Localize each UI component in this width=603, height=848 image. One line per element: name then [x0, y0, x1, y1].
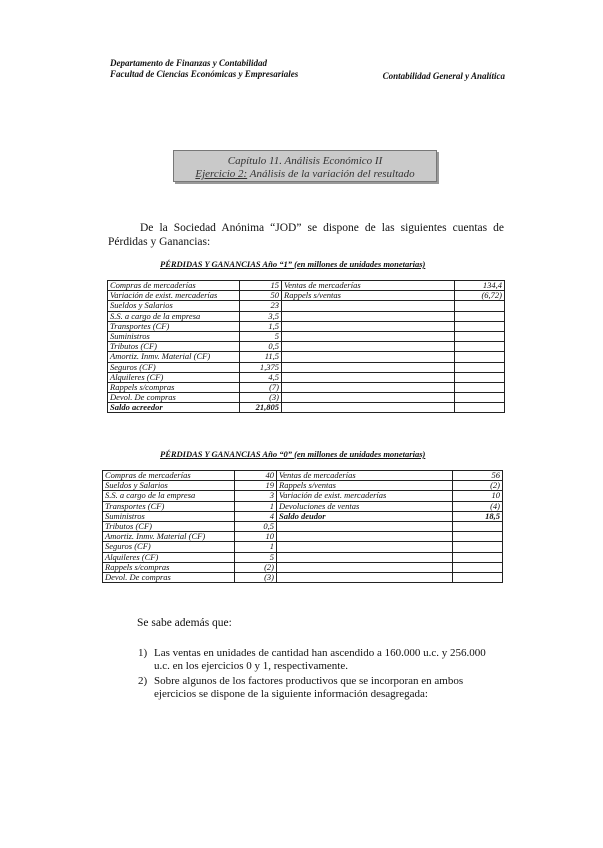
- intro-paragraph: De la Sociedad Anónima “JOD” se dispone de las siguientes cuentas de Pérdidas y Ganancias:: [108, 222, 504, 248]
- table-row: [108, 403, 505, 413]
- conditions-list: [138, 647, 504, 703]
- debit-account: Rappels s/compras: [103, 562, 235, 572]
- debit-amount: 5: [235, 552, 277, 562]
- debit-account: Sueldos y Salarios: [103, 481, 235, 491]
- credit-amount: [455, 372, 505, 382]
- credit-amount: 134,4: [455, 281, 505, 291]
- debit-account: Transportes (CF): [103, 501, 235, 511]
- table-row: [108, 281, 505, 291]
- debit-amount: 5: [240, 331, 282, 341]
- debit-amount: 1: [235, 542, 277, 552]
- debit-account: Variación de exist. mercaderías: [108, 291, 240, 301]
- credit-amount: [453, 572, 503, 582]
- credit-account: [277, 521, 453, 531]
- table-row: [103, 491, 503, 501]
- table-row: [103, 542, 503, 552]
- table2-profit-loss-year0: [102, 470, 503, 583]
- table-row: [108, 342, 505, 352]
- credit-account: [282, 393, 455, 403]
- credit-account: [282, 372, 455, 382]
- credit-account: Saldo deudor: [277, 511, 453, 521]
- credit-account: [282, 342, 455, 352]
- credit-account: [282, 321, 455, 331]
- table-row: [103, 562, 503, 572]
- credit-account: Ventas de mercaderías: [282, 281, 455, 291]
- department-name: Departamento de Finanzas y Contabilidad: [110, 58, 268, 68]
- debit-account: Suministros: [103, 511, 235, 521]
- credit-account: [282, 331, 455, 341]
- table-row: [108, 352, 505, 362]
- table-row: [103, 501, 503, 511]
- credit-account: Devoluciones de ventas: [277, 501, 453, 511]
- table-row: [103, 532, 503, 542]
- exercise-text: Análisis de la variación del resultado: [247, 168, 415, 180]
- credit-amount: [455, 382, 505, 392]
- header-left: [110, 58, 298, 80]
- debit-amount: 0,5: [235, 521, 277, 531]
- list-item-number: 2): [138, 675, 148, 687]
- debit-amount: 19: [235, 481, 277, 491]
- debit-amount: 15: [240, 281, 282, 291]
- table-row: [108, 372, 505, 382]
- debit-account: Compras de mercaderías: [103, 471, 235, 481]
- debit-amount: 11,5: [240, 352, 282, 362]
- debit-amount: 1: [235, 501, 277, 511]
- debit-account: Compras de mercaderías: [108, 281, 240, 291]
- debit-account: Sueldos y Salarios: [108, 301, 240, 311]
- debit-account: Suministros: [108, 331, 240, 341]
- debit-amount: 40: [235, 471, 277, 481]
- table-row: [108, 311, 505, 321]
- debit-amount: 3,5: [240, 311, 282, 321]
- exercise-label: Ejercicio 2:: [195, 168, 248, 180]
- debit-amount: 23: [240, 301, 282, 311]
- debit-account: Saldo acreedor: [108, 403, 240, 413]
- credit-amount: [453, 532, 503, 542]
- credit-amount: [453, 542, 503, 552]
- credit-account: [282, 403, 455, 413]
- debit-amount: 1,5: [240, 321, 282, 331]
- table-row: [108, 291, 505, 301]
- debit-amount: 3: [235, 491, 277, 501]
- debit-amount: 50: [240, 291, 282, 301]
- exercise-title: [174, 168, 436, 181]
- credit-amount: [455, 331, 505, 341]
- list-item: [138, 647, 504, 672]
- credit-account: Variación de exist. mercaderías: [277, 491, 453, 501]
- table-row: [108, 321, 505, 331]
- list-item-number: 1): [138, 647, 148, 659]
- credit-account: [282, 362, 455, 372]
- credit-account: [282, 311, 455, 321]
- list-item: [138, 675, 504, 700]
- credit-amount: [455, 342, 505, 352]
- debit-account: Devol. De compras: [103, 572, 235, 582]
- credit-amount: [455, 352, 505, 362]
- also-known-text: Se sabe además que:: [137, 617, 232, 629]
- credit-amount: [455, 311, 505, 321]
- credit-account: Rappels s/ventas: [277, 481, 453, 491]
- credit-account: Ventas de mercaderías: [277, 471, 453, 481]
- debit-amount: 4: [235, 511, 277, 521]
- table-row: [103, 552, 503, 562]
- chapter-title: Capítulo 11. Análisis Económico II: [227, 155, 383, 167]
- debit-amount: (7): [240, 382, 282, 392]
- table1-profit-loss-year1: [107, 280, 505, 413]
- credit-account: Rappels s/ventas: [282, 291, 455, 301]
- credit-amount: [455, 403, 505, 413]
- list-item-text: Las ventas en unidades de cantidad han ascendido a 160.000 u.c. y 256.000 u.c. en los ejercicios 0 y 1, respectivamente.: [154, 647, 486, 672]
- debit-account: Amortiz. Inmv. Material (CF): [108, 352, 240, 362]
- debit-account: Tributos (CF): [108, 342, 240, 352]
- credit-amount: (2): [453, 481, 503, 491]
- debit-amount: 1,375: [240, 362, 282, 372]
- debit-amount: 10: [235, 532, 277, 542]
- debit-account: Alquileres (CF): [108, 372, 240, 382]
- credit-amount: [453, 562, 503, 572]
- credit-amount: [453, 552, 503, 562]
- table1-caption: PÉRDIDAS Y GANANCIAS Año “1” (en millones de unidades monetarias): [160, 259, 426, 269]
- table-row: [108, 301, 505, 311]
- credit-account: [277, 532, 453, 542]
- credit-amount: 10: [453, 491, 503, 501]
- title-box: [173, 150, 437, 182]
- credit-account: [277, 562, 453, 572]
- table-row: [103, 511, 503, 521]
- credit-amount: [455, 362, 505, 372]
- credit-account: [282, 382, 455, 392]
- debit-account: S.S. a cargo de la empresa: [103, 491, 235, 501]
- credit-amount: [455, 393, 505, 403]
- debit-amount: (3): [240, 393, 282, 403]
- debit-amount: (2): [235, 562, 277, 572]
- table-row: [103, 481, 503, 491]
- debit-account: Tributos (CF): [103, 521, 235, 531]
- debit-account: Rappels s/compras: [108, 382, 240, 392]
- debit-account: Alquileres (CF): [103, 552, 235, 562]
- credit-amount: 56: [453, 471, 503, 481]
- debit-amount: 4,5: [240, 372, 282, 382]
- table-row: [103, 572, 503, 582]
- credit-amount: [453, 521, 503, 531]
- credit-account: [277, 572, 453, 582]
- credit-amount: [455, 321, 505, 331]
- table2-caption: PÉRDIDAS Y GANANCIAS Año “0” (en millones de unidades monetarias): [160, 449, 426, 459]
- table-row: [108, 331, 505, 341]
- credit-amount: 18,5: [453, 511, 503, 521]
- debit-account: Amortiz. Inmv. Material (CF): [103, 532, 235, 542]
- debit-amount: 0,5: [240, 342, 282, 352]
- credit-amount: (4): [453, 501, 503, 511]
- credit-account: [282, 301, 455, 311]
- credit-account: [282, 352, 455, 362]
- faculty-name: Facultad de Ciencias Económicas y Empresariales: [110, 69, 299, 79]
- subject-name: Contabilidad General y Analítica: [382, 71, 505, 81]
- debit-account: Seguros (CF): [108, 362, 240, 372]
- debit-account: Seguros (CF): [103, 542, 235, 552]
- debit-account: Transportes (CF): [108, 321, 240, 331]
- list-item-text: Sobre algunos de los factores productivos que se incorporan en ambos ejercicios se dispone de la siguiente información desagregada:: [154, 675, 464, 700]
- debit-amount: (3): [235, 572, 277, 582]
- table-row: [108, 382, 505, 392]
- credit-account: [277, 552, 453, 562]
- debit-account: Devol. De compras: [108, 393, 240, 403]
- debit-account: S.S. a cargo de la empresa: [108, 311, 240, 321]
- table-row: [108, 393, 505, 403]
- table-row: [103, 471, 503, 481]
- table-row: [108, 362, 505, 372]
- credit-amount: (6,72): [455, 291, 505, 301]
- credit-amount: [455, 301, 505, 311]
- credit-account: [277, 542, 453, 552]
- table-row: [103, 521, 503, 531]
- debit-amount: 21,805: [240, 403, 282, 413]
